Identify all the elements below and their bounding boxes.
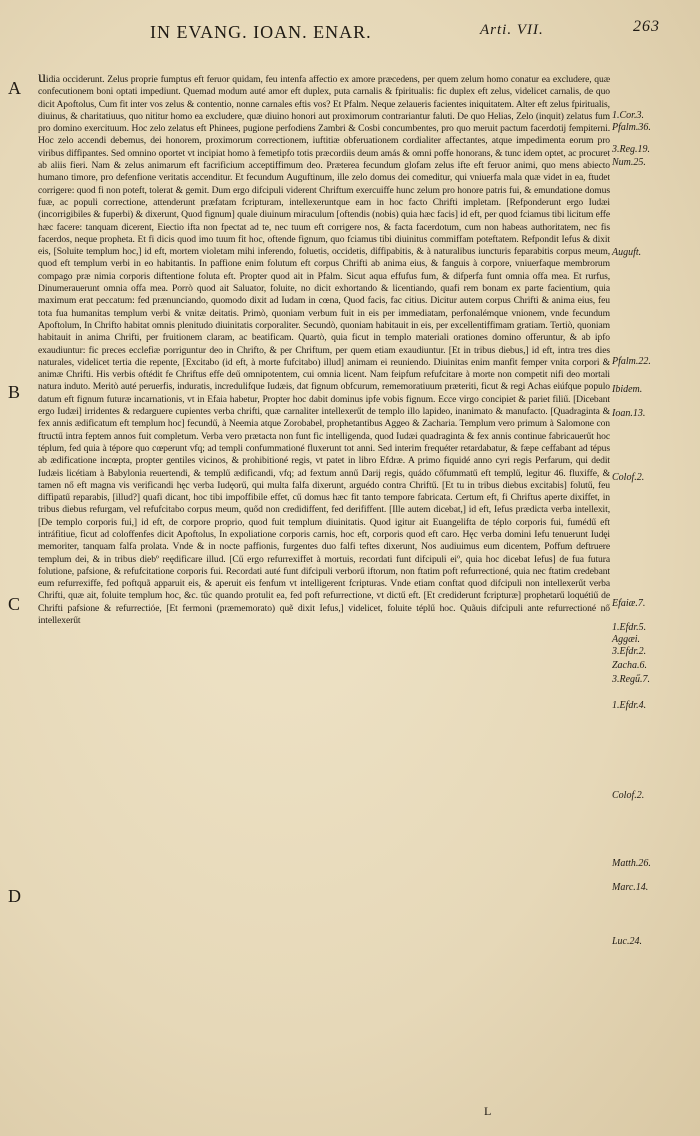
margin-ref: Colof.2. xyxy=(612,790,645,801)
section-marker-a: A xyxy=(8,78,21,98)
margin-ref: Pfalm.36. xyxy=(612,122,651,133)
commentary-text xyxy=(38,69,610,627)
margin-ref: Matth.26. xyxy=(612,858,651,869)
margin-ref: 3.Reg.19. xyxy=(612,144,651,155)
margin-ref: 1.Efdr.4. xyxy=(612,700,647,711)
margin-ref: Efaiæ.7. xyxy=(612,598,646,609)
section-marker-b: B xyxy=(8,382,21,402)
margin-ref: Pfalm.22. xyxy=(612,356,651,367)
margin-references xyxy=(612,0,698,1136)
margin-ref: 1.Efdr.5. xyxy=(612,622,647,633)
running-title: IN EVANG. IOAN. ENAR. xyxy=(150,22,372,42)
margin-ref: 3.Regű.7. xyxy=(612,674,651,685)
section-marker-d: D xyxy=(8,886,21,906)
margin-ref: Ioan.13. xyxy=(612,408,646,419)
margin-ref: Aggæi. xyxy=(612,634,641,645)
margin-ref: Luc.24. xyxy=(612,936,642,947)
signature-mark: L xyxy=(484,1104,492,1118)
body-paragraph: uidia occiderunt. Zelus proprie fumptus eft feruor quidam, feu intenfa affectio ex amore præcedens, per quem zelum homo conatur ea excludere, quæ confecutionem boni optati impediunt. Quemad modum auté amor eft duplex, puta carnalis & fpiritualis: fic duplex eft zelus, videlicet carnalis, de quo dicit Apoftolus, Cum fit inter vos zelus & contentio, nonne carnales eftis vos? Et Pfalm. Neque zelaueris facientes iniquitatem. Alter eft zelus fpiritualis, diuinus, & charitatiuus, quo nititur homo ea excludere, quæ diuino honori aut proximorum contrariantur faluti. De quo Helias, Zelo (inquit) zelatus fum pro domino exercituum. Hoc zelo zelatus eft Phinees, pugione perfodiens Zambri & Cosbi concumbentes, pro quo meruit pactum facerdotij fempiterni. Hoc zelo accendi debemus, dei honorem, proximorum correctionem, iuftitiæ obferuationem cordialiter affectantes, atque impedimenta eorum pro viribus diffipantes. Sed omnino oportet vt incipiat homo à femetipfo totis præcordiis deum amás & omni poffe honorans, & tunc idem optet, ac procuret ab aliis fieri. Nam & zelus animarum eft facrificium acceptiffimum deo. Præterea fecundum glofam zelus ifte eft feruor animi, quo mens abiecto humano timore, pro defenfione veritatis accenditur. Et fecundum Auguftinum, ille zelo domus dei comeditur, qui vniuerfa mala quæ videt in ea, ftudet corrigere: quod fi non poteft, tolerat & gemit. Dum ergo difcipuli viderent Chriftum exercuiffe hunc zelum pro honore patris fui, & emundatione domus fuæ, ac populi correctione, attenderunt præfatam fcripturam, intellexeruntque eam in hoc facto Chrifti impletam. [Refponderunt ergo Iudæi (incorrigibiles & fuperbi) & dixerunt, Quod fignum] quale diuinum miraculum [oftendis (nobis) quia hæc facis] id eft, per quod fciamus tibi licitum effe hæc facere: tanquam dicerent, Eiectio ifta non fpectat ad te, nec tuum eft corrigere nos, & facta facerdotum, cum non habeas authoritatem, nec fis facerdos, neque propheta. Et fi dicis quod imo tuum fit hoc, oftende fignum, quo fciamus tibi diuinitus commiffam poteftatem. Refpondit Iefus & dixit eis, [Soluite templum hoc,] id eft, mortem violetam mihi inferendo, foluetis, occidetis, diffipabitis, & à naturalibus iuncturis feparabitis corpus meum, quod eft templum verbi in eo habitantis. In paffione enim folutum eft corpus Chrifti ab anima eius, & fanguis à corpore, vniuerfaque membrorum compago præ nimia corporis diftentione foluta eft. Propter quod ait in Pfalm. Sicut aqua effufus fum, & difperfa funt omnia offa mea. Et rurfus, Dinumerauerunt omnia offa mea. Porrò quod ait Saluator, foluite, no dicit exhortando & licentiando, quafi rem bonam ex parte facientium, quia maximum erat peccatum: fed prænunciando, quomodo dixit ad Iudam in cœna, Quod facis, fac citius. Dicitur autem corpus Chrifti & anima eius, feu tota fua humanitas templum verbi & vnitæ deitatis. Primò, quoniam verbum fuit in eis per immediatam, perfonalémque vnionem, vnde fecundum Apoftolum, In Chrifto habitat omnis plenitudo diuinitatis corporaliter. Secundò, quoniam habitauit in eis, per excellentiffimam gratiam. Tertiò, quoniam habitauit in anima Chrifti, per fruitionem claram, ac beatificam. Quartò, quia ficut in templo materiali orationes domino offeruntur, & ab ipfo exaudiuntur: fic preces ecclefiæ porriguntur deo in Chrifto, & per Chriftum, per quem etiam exaudiuntur. [Et in tribus diebus,] id eft, intra tres dies naturales, videlicet tertia die repente, [Excitabo (id eft, à morte fufcitabo) illud] animam ei reuniendo. Diuinitas enim manfit femper vnita corpori & animæ Chrifti. His verbis oftédit fe Chriftus effe deű omnipotentem, cui omnia licent. Nam feipfum refufcitare à morte non competit nifi deo mortali natura induto. Meritò auté peruerfis, induratis, incredulifque Iudæis, dat fignum obfcurum, rememoratiuum præteriti, ficut & regi Achas eiúfque populo datum eft fignum futuræ incarnationis, vt in Efaia habetur, Propter hoc dabit dominus ipfe vobis fignum. Ecce virgo concipiet & pariet filiű. [Dicebant ergo Iudæi] irridentes & redarguere cupientes verba chrifti, quæ carnaliter intellexerűt de templo illo lapideo, inanimato & manufacto. [Quadraginta & fex annis ædificatum eft templum hoc] fecundű, à Neemia atque Zorobabel, prophetantibus Aggeo & Zacharia. Templum vero primum à Salomone con ftructű intra feptem annos fuit completum. Verba vero prætacta non funt fic intelligenda, quod Iudæi quadraginta & fex annis continue fabricauerűt hoc téplum, fed quia à tépore quo cœperunt vfq; ad templi confummationé fluxerunt tot anni. Sed interim frequéter retardabatur, & fæpe ceffabant ad tépus ab ædificatione incœpta, propter gentiles vicinos, & prohibitioné regis, vt patet in libro Efdræ. A primo fiquidé anno cyri regis Perfarum, qui dedit Iudæis licétiam à Babylonia reuertendi, & templű ædificandi, vfq; ad fextum annű Darij regis, quádo cőfummatű eft templű, legitur 46. fluxiffe, & tamen nő eft magna vis verificandi hęc verba Iudęorű, qui multa falfa dixerunt, arguédo contra Chriftű. [Et tu in tribus diebus excitabis] folutű, feu diffipatű reparabis, [illud?] quafi dicant, hoc tibi impoffibile effet, cű domus hæc fit tanto tempore fabricata. Certum eft, fi Chriftus aperte dixiffet, in tribus diebus refurgam, vel refufcitabo corpus meum, quőd non credidiffent, fed derififfent. [Ille autem dicebat,] id eft, Iefus prædicta verba intellexit, [De templo corporis fui,] id eft, de corpore proprio, quod fuit templum diuinitatis. Quod igitur ait Euangelifta de téplo corporis fui, fumédű eft intráfitiue, ficut ad coloffenfes dicit Apoftolus, In expoliatione corporis carnis, hoc eft, corporis quod eft caro. Hęc verba domini Iefu tenuerunt Iudęi memoriter, tanquam falfa prolata. Vnde & in nocte paffionis, furgentes duo falfi teftes dixerunt, Nos audiuimus eum dicentem, Poffum deftruere templum dei, & in tribus diebº reędificare illud. [Cű ergo refurrexiffet à mortuis, recordati funt difcipuli eiº, quia hoc dicebat Iefus] de fua futura folutione, pafsione, & refufcitatione corporis fui. Recordati auté funt difcipuli verborű iftorum, non ftatim poft refurrectioné, quia nec ftatim credebant eum refurrexiffe, fed poftquã apparuit eis, & aperuit eis fenfum vt intelligerent fcripturas. Vnde etiam conftat quod difcipuli non intellexerűt verba Chrifti, quæ ait, foluite templum hoc, &c. tűc quando protulit ea, fed poft refurrectione, vt dictű eft. [Et crediderunt fcripturæ] prophetarű loquétiű de Chrifti pafsione & refurrectióe, [Et fermoni (præmemorato) quẽ dixit Iefus,] videlicet, foluite téplű hoc. Quãuis difcipuli ante refurrectioné nő intellexerűt xyxy=(38,69,610,627)
folio-number: 263 xyxy=(633,18,660,35)
section-marker-c: C xyxy=(8,594,21,614)
margin-ref: 3.Efdr.2. xyxy=(612,646,647,657)
margin-ref: Colof.2. xyxy=(612,472,645,483)
margin-ref: Auguft. xyxy=(612,247,642,258)
margin-ref: Num.25. xyxy=(612,157,646,168)
margin-ref: Marc.14. xyxy=(612,882,649,893)
article-label: Arti. VII. xyxy=(480,22,544,38)
margin-ref: 1.Cor.3. xyxy=(612,110,644,121)
margin-ref: Ibidem. xyxy=(612,384,643,395)
margin-ref: Zacha.6. xyxy=(612,660,647,671)
running-header xyxy=(150,16,660,44)
